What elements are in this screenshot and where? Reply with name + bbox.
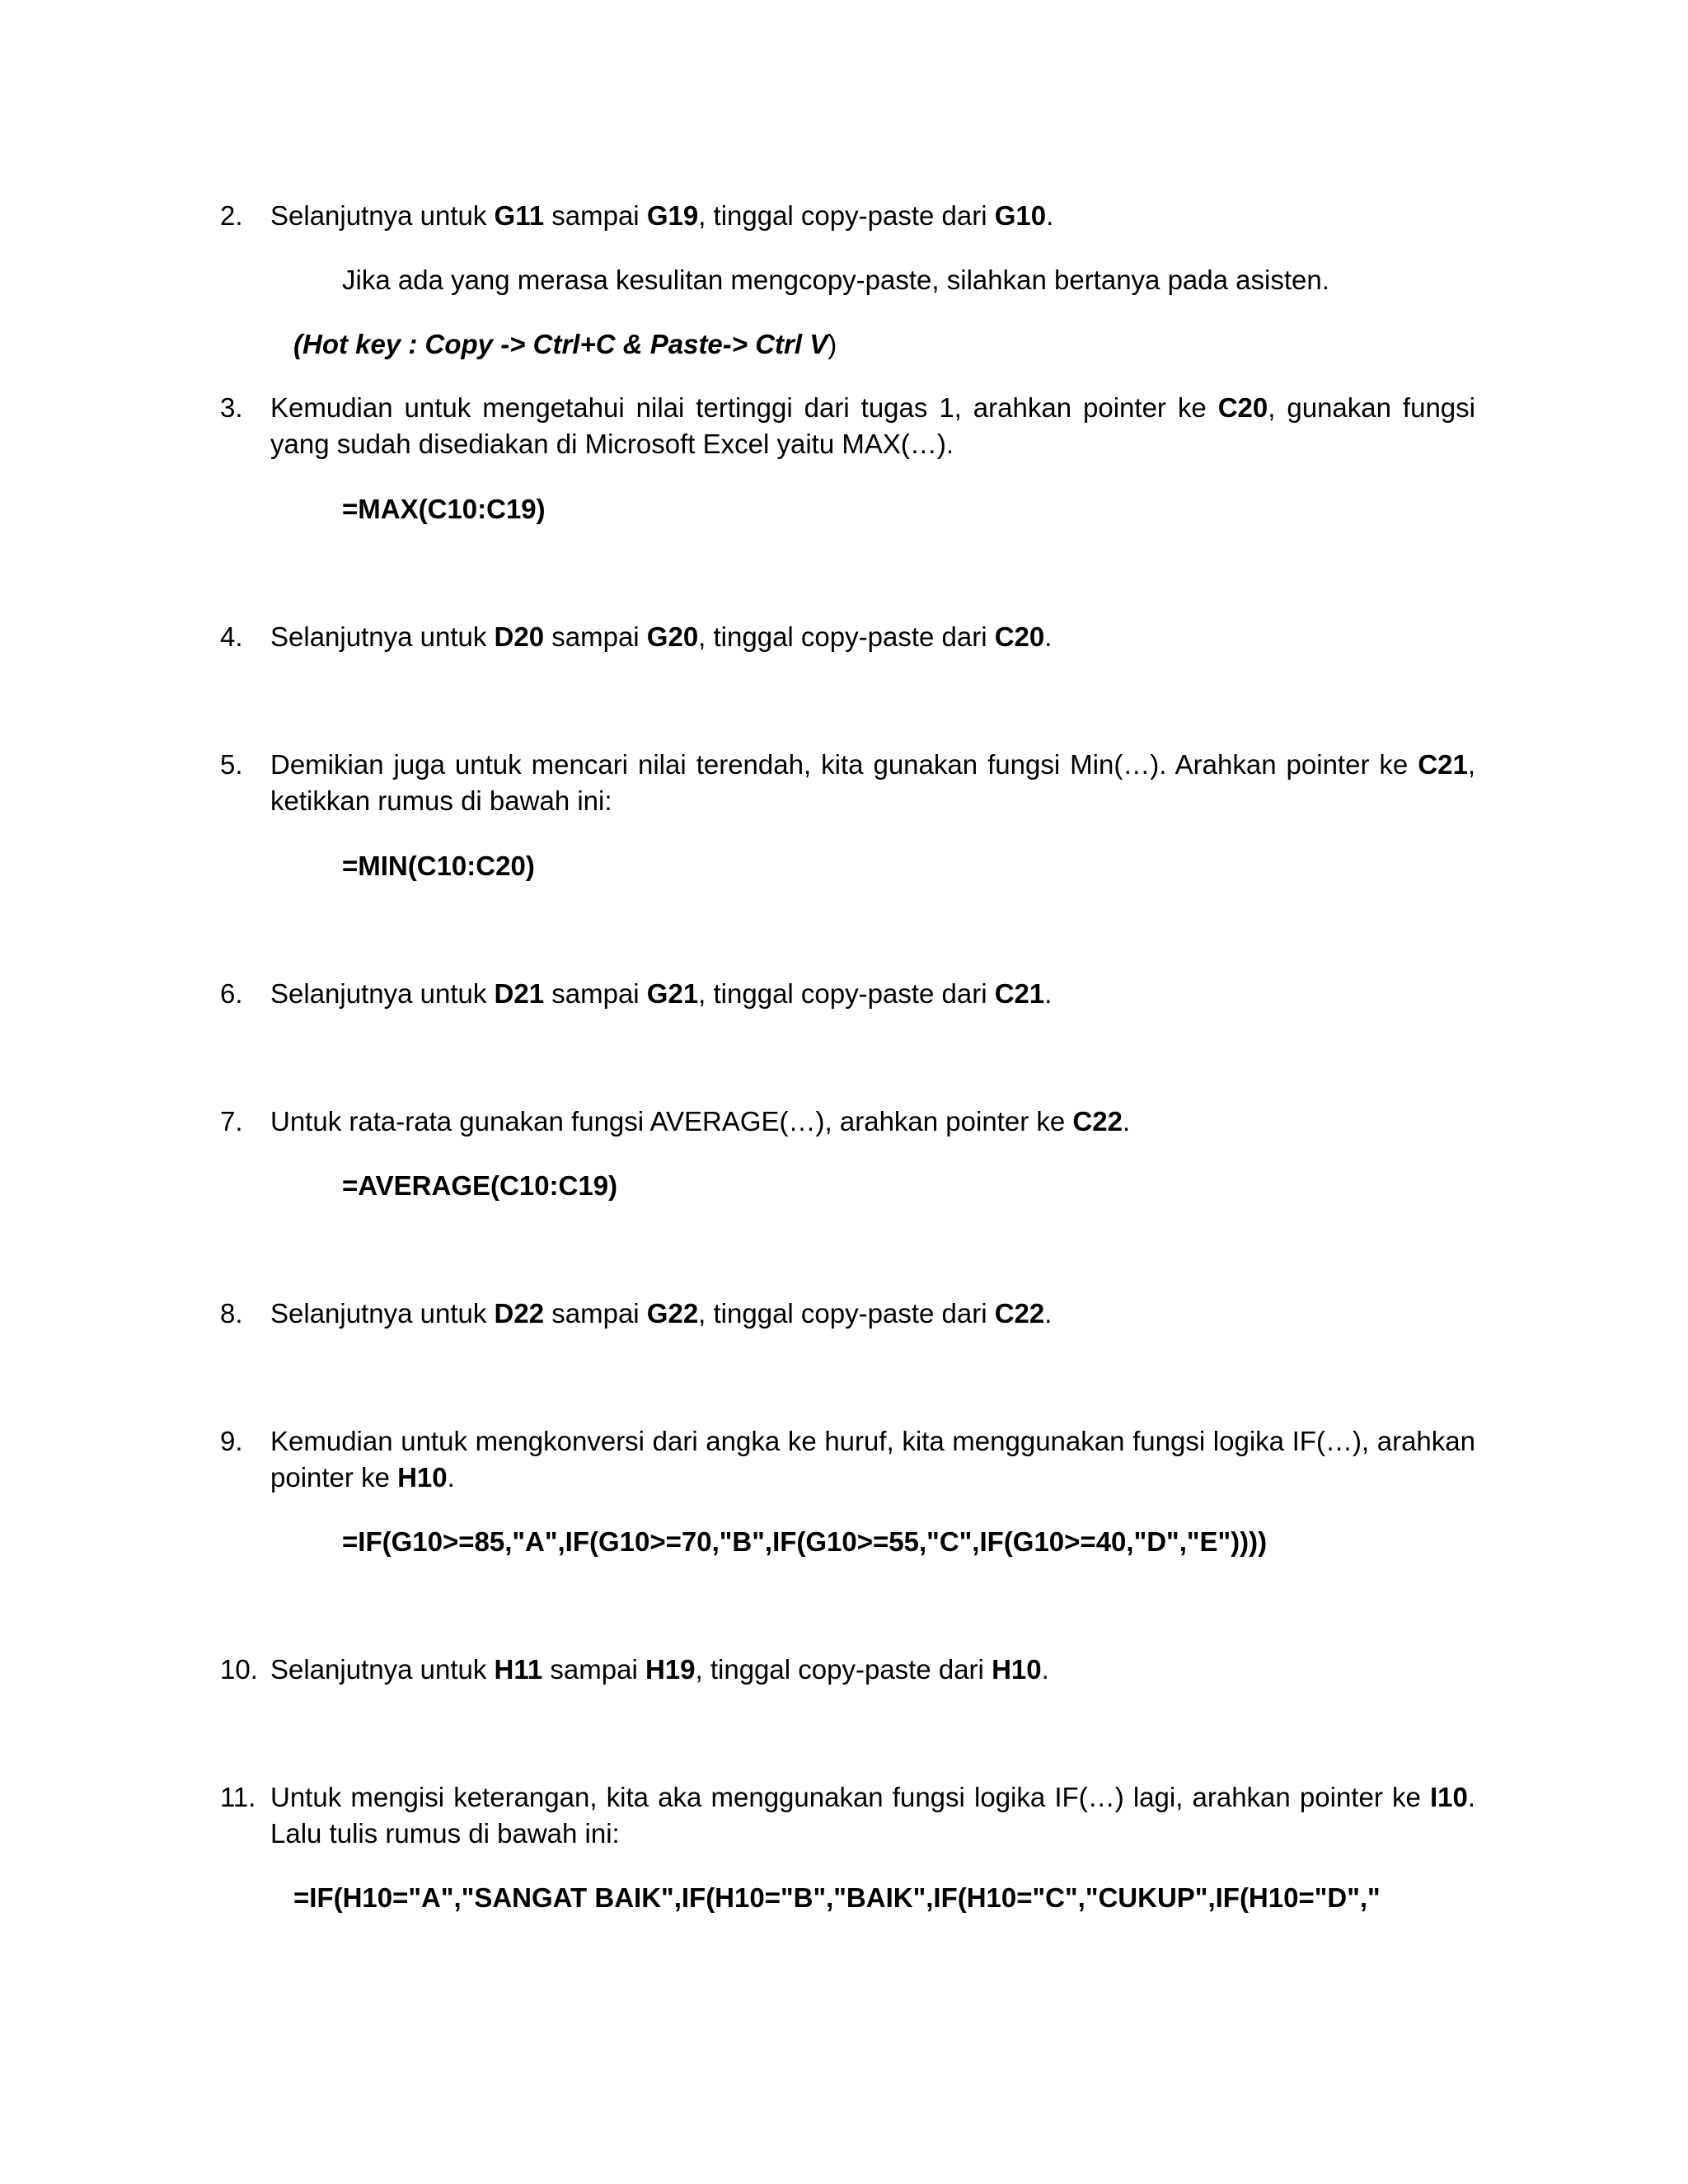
item-7-number: 7.: [220, 1106, 243, 1137]
item-11-formula: =IF(H10="A","SANGAT BAIK",IF(H10="B","BAIK",IF(H10="C","CUKUP",IF(H10="D",": [293, 1882, 1381, 1913]
item-7-formula: =AVERAGE(C10:C19): [342, 1170, 618, 1201]
item-2-number: 2.: [220, 200, 243, 231]
item-10-number: 10.: [220, 1654, 258, 1685]
item-5-text: Demikian juga untuk mencari nilai terendah, kita gunakan fungsi Min(…). Arahkan pointer ke C21, ketikkan rumus di bawah ini:: [270, 749, 1475, 816]
item-3-formula: =MAX(C10:C19): [342, 494, 546, 524]
item-4-text: Selanjutnya untuk D20 sampai G20, tinggal copy-paste dari C20.: [270, 621, 1053, 652]
item-4-number: 4.: [220, 621, 243, 652]
item-11-number: 11.: [220, 1782, 256, 1812]
item-9-text: Kemudian untuk mengkonversi dari angka ke huruf, kita menggunakan fungsi logika IF(…), arahkan pointer ke H10.: [270, 1426, 1475, 1493]
item-5-number: 5.: [220, 749, 243, 780]
item-6-number: 6.: [220, 978, 243, 1009]
item-5-formula: =MIN(C10:C20): [342, 851, 535, 881]
item-8-number: 8.: [220, 1298, 243, 1329]
item-2-note: Jika ada yang merasa kesulitan mengcopy-paste, silahkan bertanya pada asisten.: [342, 265, 1329, 295]
item-10-text: Selanjutnya untuk H11 sampai H19, tinggal copy-paste dari H10.: [270, 1654, 1049, 1685]
item-2-hotkey: (Hot key : Copy -> Ctrl+C & Paste-> Ctrl V): [293, 329, 837, 359]
item-3-number: 3.: [220, 392, 243, 423]
item-11-text: Untuk mengisi keterangan, kita aka menggunakan fungsi logika IF(…) lagi, arahkan pointer ke I10. Lalu tulis rumus di bawah ini:: [270, 1782, 1475, 1849]
item-3-text: Kemudian untuk mengetahui nilai tertinggi dari tugas 1, arahkan pointer ke C20, gunakan fungsi yang sudah disediakan di Microsoft Excel yaitu MAX(…).: [270, 392, 1475, 459]
item-9-number: 9.: [220, 1426, 243, 1456]
item-6-text: Selanjutnya untuk D21 sampai G21, tinggal copy-paste dari C21.: [270, 978, 1053, 1009]
item-7-text: Untuk rata-rata gunakan fungsi AVERAGE(…), arahkan pointer ke C22.: [270, 1106, 1131, 1137]
item-9-formula: =IF(G10>=85,"A",IF(G10>=70,"B",IF(G10>=55,"C",IF(G10>=40,"D","E")))): [342, 1526, 1268, 1557]
item-8-text: Selanjutnya untuk D22 sampai G22, tinggal copy-paste dari C22.: [270, 1298, 1053, 1329]
item-2-text: Selanjutnya untuk G11 sampai G19, tinggal copy-paste dari G10.: [270, 200, 1054, 231]
